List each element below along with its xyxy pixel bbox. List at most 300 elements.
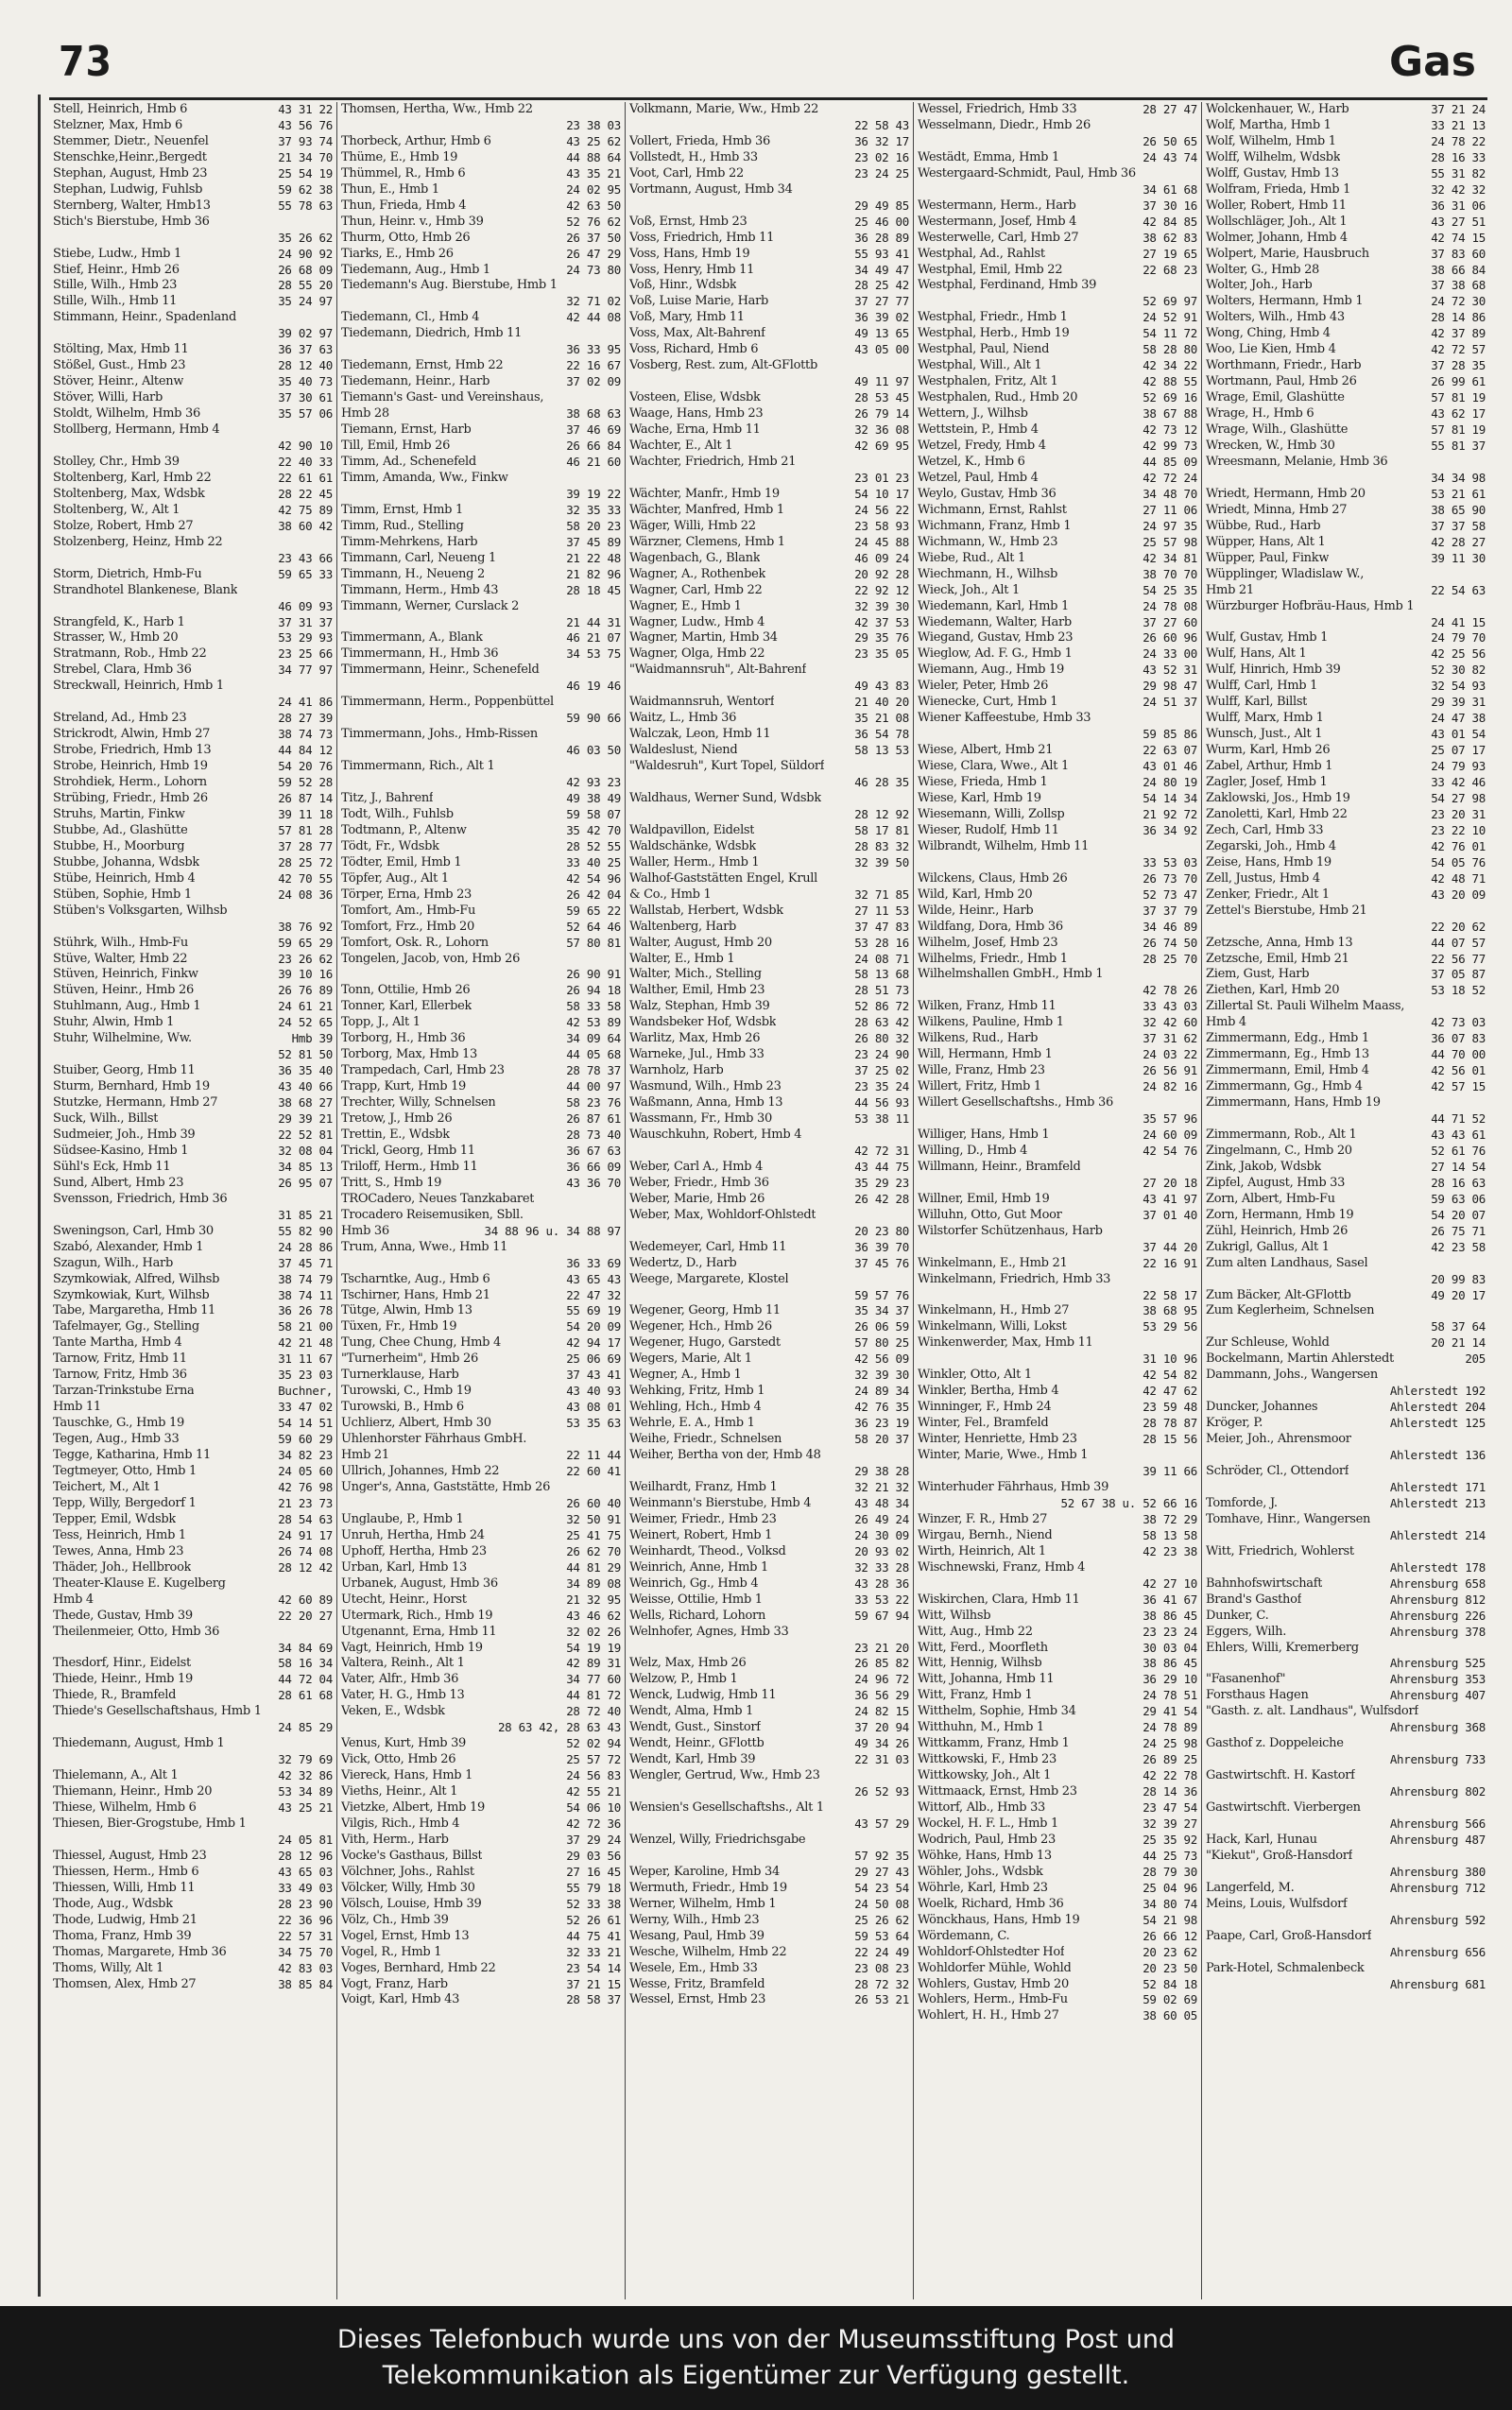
directory-entry	[1206, 1736, 1486, 1752]
directory-entry	[629, 231, 909, 247]
entry-phone-number: 42 57 15	[1431, 1079, 1486, 1094]
entry-phone-number: 21 82 96	[566, 566, 621, 581]
entry-phone-number: 57 80 25	[854, 1335, 909, 1351]
directory-entry	[629, 1335, 909, 1351]
entry-name: Zum Keglerheim, Schnelsen	[1206, 1303, 1375, 1318]
entry-phone-number: 58 28 80	[1143, 342, 1197, 357]
entry-phone-number: 42 90 10	[278, 439, 333, 454]
entry-name: Winkelmann, Friedrich, Hmb 33	[918, 1271, 1111, 1286]
directory-entry	[629, 855, 909, 871]
directory-entry	[918, 374, 1197, 390]
entry-phone-number: 44 81 29	[566, 1559, 621, 1575]
directory-entry	[53, 294, 333, 310]
directory-entry	[629, 983, 909, 999]
entry-phone-number: 53 28 16	[854, 935, 909, 950]
entry-phone-number: 21 23 73	[278, 1495, 333, 1510]
directory-entry	[918, 583, 1197, 599]
directory-entry	[1206, 102, 1486, 118]
entry-phone-number: 28 54 63	[278, 1511, 333, 1526]
entry-name: Wohlers, Herm., Hmb-Fu	[918, 1992, 1068, 2007]
entry-phone-number: 43 01 54	[1431, 727, 1486, 742]
entry-name: Paape, Carl, Groß-Hansdorf	[1206, 1928, 1372, 1943]
entry-name: Vollstedt, H., Hmb 33	[629, 149, 758, 164]
entry-phone-number: 37 02 09	[566, 374, 621, 389]
directory-entry	[629, 1496, 909, 1512]
entry-name: Gastwirtschft. Vierbergen	[1206, 1800, 1361, 1816]
entry-name: Wassmann, Fr., Hmb 30	[629, 1111, 772, 1127]
directory-entry	[918, 1576, 1197, 1592]
entry-phone-number: 24 41 86	[278, 695, 333, 710]
entry-phone-number: 26 66 12	[1143, 1928, 1197, 1943]
entry-phone-number: 42 72 24	[1143, 470, 1197, 485]
directory-entry	[918, 551, 1197, 567]
directory-entry	[341, 1945, 621, 1961]
directory-entry	[918, 215, 1197, 231]
directory-entry	[918, 231, 1197, 247]
entry-name: Tiarks, E., Hmb 26	[341, 246, 454, 261]
entry-name: Witt, Wilhsb	[918, 1608, 991, 1623]
entry-name: Thielemann, A., Alt 1	[53, 1768, 179, 1783]
directory-entry	[1206, 1160, 1486, 1176]
entry-name: Trickl, Georg, Hmb 11	[341, 1143, 475, 1158]
directory-entry	[918, 743, 1197, 759]
entry-phone-number: 24 89 34	[854, 1384, 909, 1399]
entry-name: Südsee-Kasino, Hmb 1	[53, 1143, 189, 1158]
entry-name: Zaklowski, Jos., Hmb 19	[1206, 790, 1350, 805]
directory-entry	[918, 983, 1197, 999]
entry-name: Meier, Joh., Ahrensmoor	[1206, 1432, 1351, 1447]
entry-name: Tiedemann's Aug. Bierstube, Hmb 1	[341, 278, 558, 293]
entry-name: Wischnewski, Franz, Hmb 4	[918, 1559, 1086, 1575]
entry-name: Zukrigl, Gallus, Alt 1	[1206, 1239, 1330, 1254]
directory-entry	[341, 1192, 621, 1208]
directory-entry	[918, 567, 1197, 583]
directory-entry	[1206, 294, 1486, 310]
directory-entry	[1206, 599, 1486, 615]
directory-entry	[918, 646, 1197, 663]
entry-name: Strebel, Clara, Hmb 36	[53, 663, 192, 678]
directory-entry	[918, 182, 1197, 198]
entry-phone-number: 37 45 76	[854, 1255, 909, 1270]
directory-entry	[341, 1176, 621, 1192]
directory-entry	[918, 294, 1197, 310]
directory-entry	[1206, 1303, 1486, 1319]
entry-name: Zimmermann, Edg., Hmb 1	[1206, 1031, 1369, 1046]
directory-entry	[341, 519, 621, 535]
entry-phone-number: 26 52 93	[854, 1784, 909, 1799]
entry-name: Wache, Erna, Hmb 11	[629, 422, 761, 438]
entry-name: Wübbe, Rud., Harb	[1206, 518, 1321, 533]
entry-phone-number: 43 62 17	[1431, 406, 1486, 422]
entry-name: Wendt, Karl, Hmb 39	[629, 1752, 756, 1767]
directory-entry	[918, 134, 1197, 150]
directory-entry	[1206, 134, 1486, 150]
entry-phone-number: 22 36 96	[278, 1912, 333, 1927]
directory-entry	[629, 663, 909, 679]
entry-phone-number: 39 11 30	[1431, 550, 1486, 565]
entry-phone-number: 42 72 31	[854, 1143, 909, 1158]
directory-entry	[53, 775, 333, 791]
entry-phone-number: 25 06 69	[566, 1351, 621, 1367]
entry-phone-number: 26 75 71	[1431, 1223, 1486, 1238]
entry-phone-number: 26 74 50	[1143, 935, 1197, 950]
directory-entry	[1206, 1464, 1486, 1480]
entry-name: Zimmermann, Emil, Hmb 4	[1206, 1063, 1369, 1078]
entry-phone-number: 32 21 32	[854, 1479, 909, 1494]
entry-name: Uhlenhorster Fährhaus GmbH.	[341, 1432, 527, 1447]
entry-name: Wüpplinger, Wladislaw W.,	[1206, 566, 1365, 581]
entry-phone-number: 20 92 28	[854, 566, 909, 581]
directory-entry	[53, 871, 333, 887]
entry-phone-number: 23 38 03	[566, 117, 621, 132]
entry-phone-number: 44 07 57	[1431, 935, 1486, 950]
entry-name: Wulf, Hans, Alt 1	[1206, 646, 1307, 662]
entry-phone-number: 52 02 94	[566, 1736, 621, 1751]
directory-entry	[629, 1432, 909, 1448]
entry-phone-number: 37 31 37	[278, 614, 333, 629]
entry-phone-number: 34 82 23	[278, 1448, 333, 1463]
entry-name: Voss, Richard, Hmb 6	[629, 342, 759, 357]
entry-phone-number: 42 83 03	[278, 1960, 333, 1975]
entry-phone-number: 44 88 64	[566, 149, 621, 164]
entry-name: Warneke, Jul., Hmb 33	[629, 1047, 765, 1062]
entry-name: Wensien's Gesellschaftshs., Alt 1	[629, 1800, 824, 1816]
entry-phone-number: 21 32 95	[566, 1592, 621, 1607]
entry-phone-number: 32 42 32	[1431, 181, 1486, 197]
entry-phone-number: 42 34 22	[1143, 358, 1197, 373]
entry-phone-number: 24 33 00	[1143, 646, 1197, 662]
directory-entry	[1206, 118, 1486, 134]
entry-phone-number: 49 20 17	[1431, 1287, 1486, 1302]
directory-entry	[629, 166, 909, 182]
directory-entry	[629, 406, 909, 422]
entry-phone-number: 34 88 96 u. 34 88 97	[484, 1223, 621, 1238]
entry-phone-number: 29 27 43	[854, 1864, 909, 1879]
directory-entry	[341, 1015, 621, 1031]
entry-phone-number: 24 78 08	[1143, 598, 1197, 613]
entry-name: Wesele, Em., Hmb 33	[629, 1960, 758, 1975]
directory-entry	[1206, 182, 1486, 198]
entry-name: Thesdorf, Hinr., Eidelst	[53, 1656, 191, 1671]
entry-phone-number: 22 58 43	[854, 117, 909, 132]
entry-name: Stüben, Sophie, Hmb 1	[53, 887, 192, 902]
entry-phone-number: 29 98 47	[1143, 679, 1197, 694]
entry-name: Szymkowiak, Alfred, Wilhsb	[53, 1271, 220, 1286]
entry-phone-number: 26 56 91	[1143, 1063, 1197, 1078]
entry-phone-number: 25 41 75	[566, 1527, 621, 1542]
directory-entry	[629, 503, 909, 519]
entry-name: Wilkens, Pauline, Hmb 1	[918, 1015, 1064, 1030]
entry-name: Winzer, F. R., Hmb 27	[918, 1511, 1048, 1526]
entry-phone-number: 52 84 18	[1143, 1976, 1197, 1991]
entry-phone-number: 43 08 01	[566, 1400, 621, 1415]
entry-name: Theilenmeier, Otto, Hmb 36	[53, 1624, 220, 1639]
footer-banner	[0, 2306, 1512, 2410]
entry-phone-number: 37 27 60	[1143, 614, 1197, 629]
entry-name: Zillertal St. Pauli Wilhelm Maass,	[1206, 999, 1405, 1014]
entry-name: Walther, Emil, Hmb 23	[629, 983, 765, 998]
entry-phone-number: 52 61 76	[1431, 1143, 1486, 1158]
entry-name: Timmann, Carl, Neueng 1	[341, 550, 496, 565]
entry-phone-number: 24 80 19	[1143, 775, 1197, 790]
directory-entry	[1206, 952, 1486, 968]
directory-entry	[629, 1319, 909, 1335]
entry-name: Stolley, Chr., Hmb 39	[53, 454, 180, 469]
entry-name: Hmb 28	[341, 406, 389, 422]
entry-name: Weege, Margarete, Klostel	[629, 1271, 789, 1286]
entry-name: Zink, Jakob, Wdsbk	[1206, 1159, 1322, 1174]
directory-entry	[629, 807, 909, 823]
directory-entry	[629, 1303, 909, 1319]
directory-entry	[629, 1079, 909, 1095]
entry-name: Wettern, J., Wilhsb	[918, 406, 1028, 422]
directory-entry	[53, 1224, 333, 1240]
directory-entry	[629, 182, 909, 198]
directory-entry	[341, 871, 621, 887]
entry-name: Weinert, Robert, Hmb 1	[629, 1527, 773, 1542]
entry-phone-number: 26 42 04	[566, 887, 621, 902]
entry-name: Woelk, Richard, Hmb 36	[918, 1896, 1064, 1911]
entry-name: Wächter, Manfr., Hmb 19	[629, 486, 780, 501]
entry-name: Thiessen, Herm., Hmb 6	[53, 1864, 199, 1879]
entry-phone-number: 59 02 69	[1143, 1992, 1197, 2007]
entry-phone-number: 26 85 82	[854, 1656, 909, 1671]
directory-entry	[53, 695, 333, 711]
directory-entry	[629, 1480, 909, 1496]
entry-phone-number: 52 67 38 u. 52 66 16	[1060, 1495, 1197, 1510]
directory-entry	[1206, 231, 1486, 247]
directory-entry	[53, 567, 333, 583]
entry-phone-number: 36 33 69	[566, 1255, 621, 1270]
entry-name: Tonner, Karl, Ellerbek	[341, 999, 472, 1014]
entry-phone-number: 59 90 66	[566, 711, 621, 726]
entry-phone-number: 28 55 20	[278, 278, 333, 293]
entry-phone-number: 37 28 35	[1431, 358, 1486, 373]
directory-entry	[918, 310, 1197, 326]
entry-name: Thiessel, August, Hmb 23	[53, 1848, 207, 1863]
directory-entry	[629, 1784, 909, 1800]
directory-entry	[629, 310, 909, 326]
directory-entry	[341, 759, 621, 775]
directory-entry	[341, 1303, 621, 1319]
directory-entry	[53, 1961, 333, 1977]
entry-name: Worthmann, Friedr., Harb	[1206, 358, 1362, 373]
directory-entry	[53, 1384, 333, 1400]
directory-entry	[629, 342, 909, 358]
entry-name: Stemmer, Dietr., Neuenfel	[53, 133, 209, 148]
entry-name: Wolfram, Frieda, Hmb 1	[1206, 181, 1351, 197]
directory-entry	[1206, 1544, 1486, 1560]
entry-name: Wolter, G., Hmb 28	[1206, 262, 1320, 277]
entry-phone-number: 35 24 97	[278, 294, 333, 309]
entry-phone-number: 26 37 50	[566, 230, 621, 245]
directory-entry	[341, 1609, 621, 1625]
entry-phone-number: 42 88 55	[1143, 374, 1197, 389]
entry-phone-number: 52 30 82	[1431, 663, 1486, 678]
directory-entry	[53, 807, 333, 823]
entry-phone-number: 25 46 00	[854, 214, 909, 229]
entry-name: Wesse, Fritz, Bramfeld	[629, 1976, 765, 1991]
directory-entry	[629, 1736, 909, 1752]
entry-name: Wagner, Martin, Hmb 34	[629, 630, 778, 646]
directory-entry	[1206, 1208, 1486, 1224]
entry-phone-number: Ahrensburg 733	[1389, 1752, 1486, 1767]
entry-phone-number: 29 41 54	[1143, 1704, 1197, 1719]
entry-phone-number: 28 12 96	[278, 1848, 333, 1863]
entry-name: "Waldesruh", Kurt Topel, Süldorf	[629, 759, 825, 774]
directory-entry	[341, 150, 621, 166]
entry-name: Turnerklause, Harb	[341, 1368, 459, 1383]
entry-name: Töpfer, Aug., Alt 1	[341, 870, 449, 886]
directory-entry	[629, 646, 909, 663]
directory-entry	[1206, 920, 1486, 936]
directory-entry	[341, 1720, 621, 1736]
directory-entry	[53, 1768, 333, 1784]
directory-entry	[1206, 983, 1486, 999]
directory-column-2	[336, 102, 625, 2299]
directory-entry	[1206, 1849, 1486, 1865]
directory-entry	[629, 1400, 909, 1416]
entry-phone-number: 38 74 73	[278, 727, 333, 742]
entry-name: Gasthof z. Doppeleiche	[1206, 1736, 1344, 1751]
directory-entry	[918, 1111, 1197, 1128]
directory-entry	[1206, 1720, 1486, 1736]
entry-phone-number: Ahrensburg 407	[1389, 1688, 1486, 1703]
entry-phone-number: 28 72 32	[854, 1976, 909, 1991]
directory-entry	[341, 1560, 621, 1576]
entry-name: Stille, Wilh., Hmb 23	[53, 278, 178, 293]
entry-phone-number: 24 60 09	[1143, 1128, 1197, 1142]
directory-entry	[341, 1929, 621, 1945]
entry-phone-number: 29 03 56	[566, 1848, 621, 1863]
entry-name: Timm-Mehrkens, Harb	[341, 534, 478, 549]
entry-name: Westergaard-Schmidt, Paul, Hmb 36	[918, 165, 1136, 181]
entry-name: Sturm, Bernhard, Hmb 19	[53, 1079, 210, 1094]
directory-entry	[53, 711, 333, 727]
entry-name: Duncker, Johannes	[1206, 1400, 1318, 1415]
entry-phone-number: 34 34 98	[1431, 470, 1486, 485]
entry-name: Stölting, Max, Hmb 11	[53, 342, 189, 357]
entry-phone-number: 42 23 58	[1431, 1239, 1486, 1254]
entry-phone-number: 22 60 41	[566, 1464, 621, 1479]
entry-name: Walhof-Gaststätten Engel, Krull	[629, 870, 818, 886]
entry-name: Wittkowski, F., Hmb 23	[918, 1752, 1057, 1767]
entry-phone-number: 22 58 17	[1143, 1287, 1197, 1302]
directory-entry	[918, 1224, 1197, 1240]
entry-name: Westphal, Ferdinand, Hmb 39	[918, 278, 1097, 293]
entry-phone-number: 31 11 67	[278, 1351, 333, 1367]
entry-phone-number: 39 10 16	[278, 967, 333, 982]
entry-phone-number: 43 65 43	[566, 1271, 621, 1286]
entry-phone-number: 24 45 88	[854, 534, 909, 549]
entry-name: Witt, Ferd., Moorfleth	[918, 1640, 1048, 1655]
directory-entry	[629, 711, 909, 727]
entry-phone-number: 42 54 76	[1143, 1143, 1197, 1158]
entry-name: Stiebe, Ludw., Hmb 1	[53, 246, 181, 261]
entry-name: Voß, Luise Marie, Harb	[629, 294, 769, 309]
entry-name: Stuhlmann, Aug., Hmb 1	[53, 999, 201, 1014]
entry-name: Zum Bäcker, Alt-GFlottb	[1206, 1287, 1351, 1302]
entry-name: Brand's Gasthof	[1206, 1592, 1302, 1607]
directory-entry	[1206, 1945, 1486, 1961]
directory-entry	[53, 1625, 333, 1641]
directory-entry	[1206, 1816, 1486, 1833]
directory-entry	[918, 1095, 1197, 1111]
entry-name: Stutzke, Hermann, Hmb 27	[53, 1095, 218, 1110]
directory-entry	[918, 1351, 1197, 1368]
entry-name: Wieck, Joh., Alt 1	[918, 582, 1020, 597]
entry-phone-number: 28 18 45	[566, 582, 621, 597]
entry-name: Tüxen, Fr., Hmb 19	[341, 1319, 457, 1334]
directory-entry	[1206, 166, 1486, 182]
entry-name: Winninger, F., Hmb 24	[918, 1400, 1052, 1415]
entry-name: Wulf, Gustav, Hmb 1	[1206, 630, 1329, 646]
entry-phone-number: 42 73 12	[1143, 422, 1197, 438]
entry-name: Wulff, Karl, Billst	[1206, 695, 1308, 710]
directory-entry	[53, 1272, 333, 1288]
entry-phone-number: 24 03 22	[1143, 1047, 1197, 1062]
entry-name: Zell, Justus, Hmb 4	[1206, 870, 1320, 886]
directory-entry	[53, 1929, 333, 1945]
entry-name: Welnhofer, Agnes, Hmb 33	[629, 1624, 789, 1639]
entry-name: Wirgau, Bernh., Niend	[918, 1527, 1053, 1542]
directory-entry	[629, 791, 909, 807]
directory-entry	[918, 422, 1197, 439]
directory-entry	[341, 1625, 621, 1641]
footer-line-1: Dieses Telefonbuch wurde uns von der Museumsstiftung Post und	[336, 2325, 1176, 2354]
entry-phone-number: 54 21 98	[1143, 1912, 1197, 1927]
entry-name: Wulff, Marx, Hmb 1	[1206, 711, 1324, 726]
directory-entry	[341, 583, 621, 599]
directory-entry	[1206, 1079, 1486, 1095]
directory-entry	[341, 1816, 621, 1833]
directory-entry	[1206, 535, 1486, 551]
entry-phone-number: 36 35 40	[278, 1063, 333, 1078]
entry-name: Stollberg, Hermann, Hmb 4	[53, 422, 220, 438]
directory-entry	[629, 1063, 909, 1079]
entry-name: Hmb 11	[53, 1400, 101, 1415]
directory-entry	[53, 630, 333, 646]
entry-phone-number: 37 21 24	[1431, 102, 1486, 116]
directory-entry	[53, 1063, 333, 1079]
entry-name: Witthuhn, M., Hmb 1	[918, 1720, 1044, 1735]
entry-phone-number: 36 66 09	[566, 1159, 621, 1174]
entry-phone-number: 37 37 79	[1143, 903, 1197, 918]
directory-entry	[341, 1368, 621, 1384]
entry-name: Ziethen, Karl, Hmb 20	[1206, 983, 1340, 998]
entry-phone-number: 23 24 90	[854, 1047, 909, 1062]
directory-entry	[341, 567, 621, 583]
directory-entry	[53, 406, 333, 422]
directory-entry	[341, 1752, 621, 1768]
directory-entry	[629, 743, 909, 759]
directory-entry	[918, 1816, 1197, 1833]
entry-phone-number: 37 46 69	[566, 422, 621, 438]
entry-phone-number: 24 28 86	[278, 1239, 333, 1254]
directory-entry	[53, 1192, 333, 1208]
entry-name: Voigt, Karl, Hmb 43	[341, 1992, 460, 2007]
entry-phone-number: 52 86 72	[854, 999, 909, 1014]
entry-name: Urbanek, August, Hmb 36	[341, 1575, 498, 1591]
entry-name: Ullrich, Johannes, Hmb 22	[341, 1464, 500, 1479]
entry-name: Wunsch, Just., Alt 1	[1206, 727, 1323, 742]
directory-entry	[629, 1368, 909, 1384]
entry-name: Waßmann, Anna, Hmb 13	[629, 1095, 783, 1110]
entry-name: Willing, D., Hmb 4	[918, 1143, 1028, 1158]
directory-entry	[341, 1111, 621, 1128]
entry-phone-number: 43 52 31	[1143, 663, 1197, 678]
entry-phone-number: 26 87 61	[566, 1111, 621, 1127]
